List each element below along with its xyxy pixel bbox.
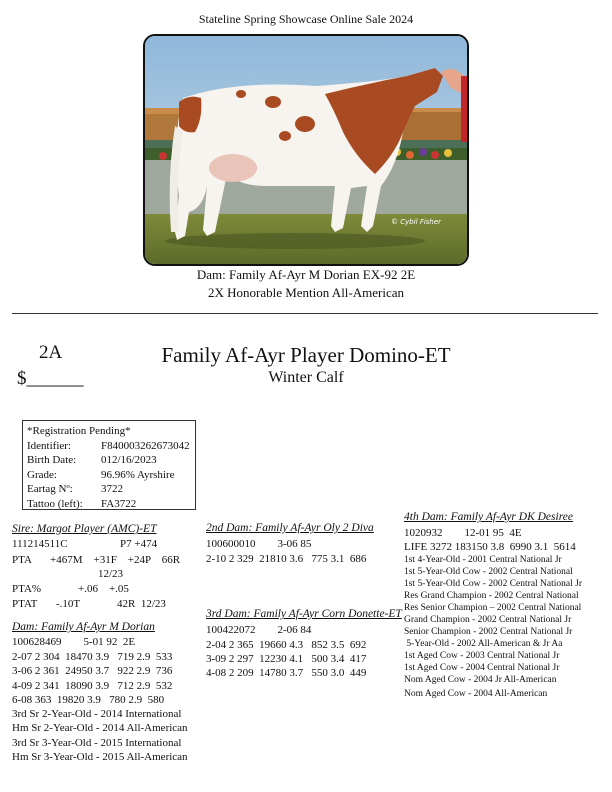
reg-row: [27, 453, 191, 468]
fourth-dam-award: Senior Champion - 2002 Central National Jr: [404, 627, 573, 637]
fourth-dam-award: 1st Aged Cow - 2004 Central National Jr: [404, 663, 560, 673]
second-dam-line: 2-10 2 329 21810 3.6 775 3.1 686: [206, 553, 367, 565]
fourth-dam-award: Nom Aged Cow - 2004 All-American: [404, 689, 548, 699]
fourth-dam-award: 1st 4-Year-Old - 2001 Central National Jr: [404, 555, 562, 565]
registration-box: [22, 420, 196, 510]
reg-label: Identifier:: [27, 439, 71, 452]
section-divider: [12, 313, 598, 314]
fourth-dam-award: 1st 5-Year-Old Cow - 2002 Central National Jr: [404, 579, 582, 589]
third-dam-line: 100422072 2-06 84: [206, 624, 312, 636]
second-dam-line: 100600010 3-06 85: [206, 538, 312, 550]
third-dam-line: 4-08 2 209 14780 3.7 550 3.0 449: [206, 667, 367, 679]
reg-row: [27, 497, 191, 512]
sire-pta-label: PTA: [12, 554, 32, 566]
sire-ptat-end: 42R 12/23: [117, 598, 166, 610]
animal-name: Family Af-Ayr Player Domino-ET: [161, 343, 451, 367]
reg-value: 012/16/2023: [101, 454, 157, 466]
cow-illustration: [145, 36, 467, 264]
fourth-dam-award: Nom Aged Cow - 2004 Jr All-American: [404, 675, 557, 685]
third-dam-line: 2-04 2 365 19660 4.3 852 3.5 692: [206, 639, 367, 651]
dam-award: Hm Sr 3-Year-Old - 2015 All-American: [12, 751, 188, 763]
reg-value: 96.96% Ayrshire: [101, 468, 175, 481]
fourth-dam-award: Res Senior Champion – 2002 Central National: [404, 603, 582, 613]
reg-value: FA3722: [101, 497, 137, 510]
sire-p: P7 +474: [120, 538, 158, 550]
photo-caption-award: 2X Honorable Mention All-American: [207, 285, 405, 300]
fourth-dam-award: 1st Aged Cow - 2003 Central National Jr: [404, 651, 560, 661]
photo-watermark: © Cybil Fisher: [391, 218, 442, 226]
reg-label: Tattoo (left):: [27, 497, 83, 510]
reg-row: [27, 482, 191, 497]
fourth-dam-award: Res Grand Champion - 2002 Central National: [404, 591, 579, 601]
dam-line: 3-06 2 361 24950 3.7 922 2.9 736: [12, 665, 173, 677]
reg-row: [27, 468, 191, 483]
fourth-dam-id: 1020932 12-01 95 4E: [404, 527, 522, 539]
dam-line: 2-07 2 304 18470 3.9 719 2.9 533: [12, 651, 173, 663]
dam-heading: Dam: Family Af-Ayr M Dorian: [12, 621, 155, 633]
price-blank: $______: [17, 368, 84, 389]
fourth-dam-life: LIFE 3272 183150 3.8 6990 3.1 5614: [404, 541, 576, 553]
fourth-dam-award: 5-Year-Old - 2002 All-American & Jr Aa: [404, 639, 563, 649]
reg-label: Birth Date:: [27, 454, 77, 466]
sire-ptapct-values: +.06 +.05: [78, 583, 129, 595]
dam-award: 3rd Sr 2-Year-Old - 2014 International: [12, 708, 182, 720]
photo-caption-dam: Dam: Family Af-Ayr M Dorian EX-92 2E: [196, 267, 416, 282]
registration-status: *Registration Pending*: [27, 425, 131, 437]
sire-ptapct-label: PTA%: [12, 583, 42, 595]
sire-ptat-values: -.10T: [56, 598, 81, 610]
sire-id: 111214511C: [12, 538, 68, 550]
dam-award: 3rd Sr 3-Year-Old - 2015 International: [12, 737, 182, 749]
lot-number: 2A: [39, 342, 63, 363]
dam-line: 6-08 363 19820 3.9 780 2.9 580: [12, 694, 165, 706]
reg-row: [27, 439, 191, 454]
cow-photo: [143, 34, 469, 266]
dam-line: 100628469 5-01 92 2E: [12, 636, 136, 648]
dam-line: 4-09 2 341 18090 3.9 712 2.9 532: [12, 680, 173, 692]
third-dam-heading: 3rd Dam: Family Af-Ayr Corn Donette-ET: [206, 608, 402, 620]
sire-pta-values: +467M +31F +24P 66R: [50, 554, 181, 566]
sale-title: Stateline Spring Showcase Online Sale 2024: [198, 12, 414, 26]
sire-ptat-label: PTAT: [12, 598, 38, 610]
third-dam-line: 3-09 2 297 12230 4.1 500 3.4 417: [206, 653, 367, 665]
fourth-dam-heading: 4th Dam: Family Af-Ayr DK Desiree: [404, 511, 573, 523]
animal-class: Winter Calf: [268, 369, 344, 386]
dam-award: Hm Sr 2-Year-Old - 2014 All-American: [12, 722, 188, 734]
fourth-dam-award: 1st 5-Year-Old Cow - 2002 Central National: [404, 567, 573, 577]
sire-heading: Sire: Margot Player (AMC)-ET: [12, 523, 157, 535]
sire-pta-date: 12/23: [98, 568, 124, 580]
second-dam-heading: 2nd Dam: Family Af-Ayr Oly 2 Diva: [206, 522, 374, 534]
fourth-dam-award: Grand Champion - 2002 Central National Jr: [404, 615, 572, 625]
reg-label: Grade:: [27, 468, 57, 481]
reg-label: Eartag Nº:: [27, 483, 73, 495]
reg-value: 3722: [101, 483, 123, 495]
reg-value: F840003262673042: [101, 439, 190, 452]
